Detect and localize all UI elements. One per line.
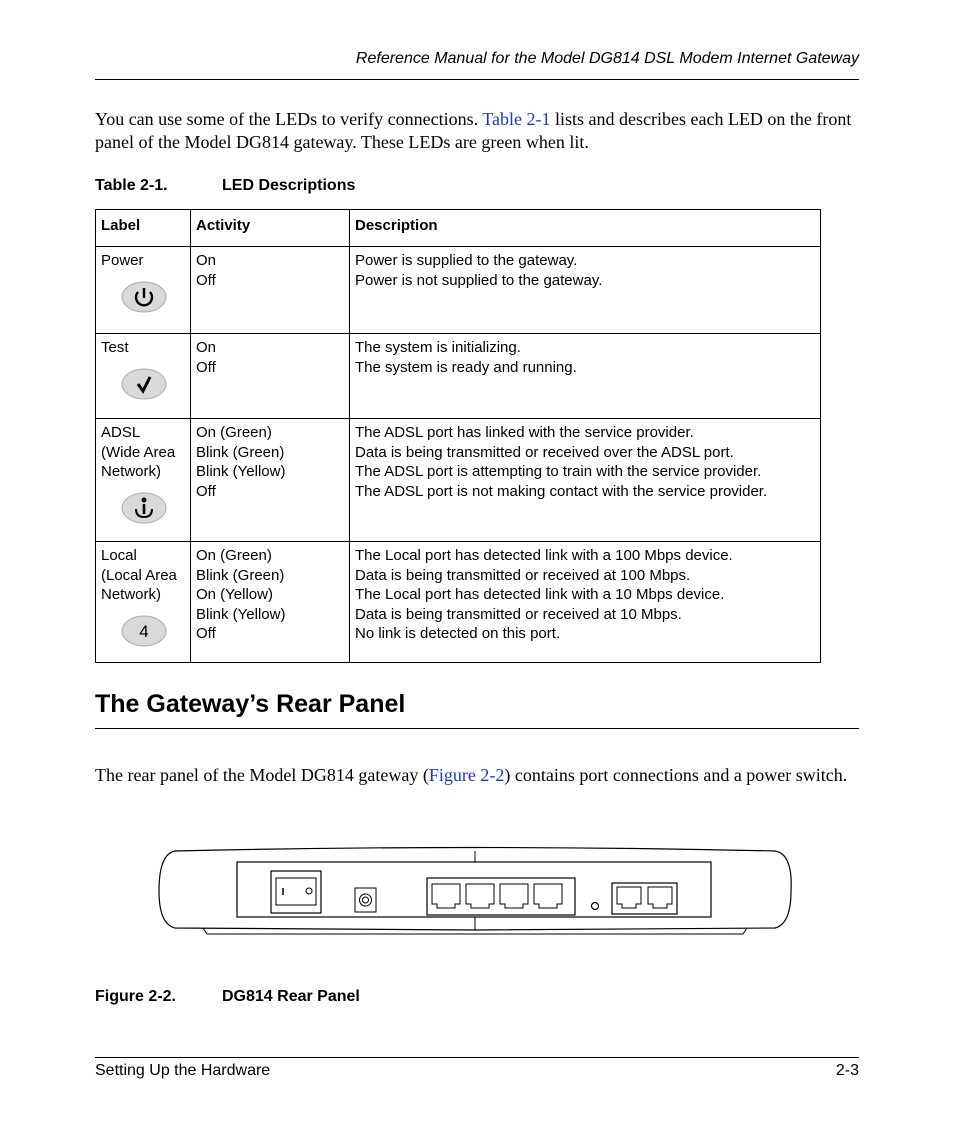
row-activity-cell (191, 247, 350, 334)
section-rule (95, 728, 859, 729)
footer-page-number: 2-3 (835, 1062, 859, 1079)
table-caption (95, 177, 355, 195)
row-description-cell (350, 334, 821, 419)
power-icon (121, 281, 167, 313)
row-label: Power (101, 252, 144, 269)
description-line: The ADSL port has linked with the service provider. (355, 424, 694, 441)
row-label-cell (96, 334, 191, 419)
row-description-cell (350, 247, 821, 334)
adsl-ports-icon (612, 883, 677, 914)
intro-paragraph (95, 108, 859, 154)
header-description: Description (350, 210, 821, 247)
description-line: The Local port has detected link with a 100 Mbps device. (355, 547, 733, 564)
table-row (96, 419, 821, 542)
row-label: Network) (101, 586, 162, 603)
rear-panel-paragraph (95, 764, 859, 787)
figure-2-2-link[interactable]: Figure 2-2 (428, 765, 505, 785)
figure-caption (95, 988, 360, 1006)
row-label: Test (101, 339, 129, 356)
description-line: Data is being transmitted or received at 100 Mbps. (355, 566, 691, 584)
led-table (95, 209, 821, 663)
activity-line: On (196, 252, 217, 269)
figure-caption-number: Figure 2-2. (95, 988, 176, 1005)
description-line: Power is not supplied to the gateway. (355, 271, 603, 289)
description-line: The ADSL port is not making contact with the service provider. (355, 482, 768, 500)
lan-ports-icon (427, 878, 575, 915)
row-activity-cell (191, 542, 350, 663)
checkmark-icon (121, 368, 167, 400)
activity-line: Blink (Green) (196, 566, 285, 584)
table-header-row (96, 210, 821, 247)
row-activity-cell (191, 334, 350, 419)
intro-text: You can use some of the LEDs to verify connections. (95, 109, 483, 129)
activity-line: On (196, 339, 217, 356)
row-label: (Local Area (101, 566, 177, 584)
row-activity-cell (191, 419, 350, 542)
activity-line: Off (196, 482, 216, 500)
row-label: Network) (101, 463, 162, 480)
row-label-cell (96, 419, 191, 542)
activity-line: Off (196, 625, 216, 642)
footer-chapter: Setting Up the Hardware (95, 1062, 271, 1079)
description-line: Data is being transmitted or received over the ADSL port. (355, 443, 734, 461)
footer-rule (95, 1057, 859, 1058)
activity-line: On (Green) (196, 547, 272, 564)
row-label-cell (96, 247, 191, 334)
rear-text: The rear panel of the Model DG814 gateway ( (95, 765, 429, 785)
row-label: ADSL (101, 424, 141, 441)
activity-line: On (Green) (196, 424, 272, 441)
activity-line: Off (196, 358, 216, 376)
activity-line: Blink (Green) (196, 443, 285, 461)
description-line: No link is detected on this port. (355, 625, 561, 642)
figure-caption-title: DG814 Rear Panel (222, 988, 360, 1005)
header-activity: Activity (191, 210, 350, 247)
running-header: Reference Manual for the Model DG814 DSL Modem Internet Gateway (355, 50, 859, 67)
header-rule (95, 79, 859, 80)
power-jack-icon (355, 888, 376, 912)
adsl-icon (121, 492, 167, 524)
row-description-cell (350, 419, 821, 542)
activity-line: On (Yellow) (196, 586, 273, 603)
row-label: Local (101, 547, 137, 564)
reset-button-icon (592, 903, 599, 910)
table-row (96, 334, 821, 419)
description-line: Data is being transmitted or received at 10 Mbps. (355, 605, 682, 623)
local-port-4-icon (121, 615, 167, 647)
intro-text-cont: lists and describes each LED on the front panel of the Model DG814 gateway. These LEDs are green when lit. (95, 109, 852, 152)
activity-line: Blink (Yellow) (196, 605, 286, 623)
table-2-1-link[interactable]: Table 2-1 (482, 109, 551, 129)
header-label: Label (96, 210, 191, 247)
table-caption-number: Table 2-1. (95, 177, 168, 194)
table-row (96, 247, 821, 334)
row-description-cell (350, 542, 821, 663)
power-switch-icon (271, 871, 321, 913)
description-line: Power is supplied to the gateway. (355, 252, 578, 269)
description-line: The system is initializing. (355, 339, 521, 356)
rear-text-cont: ) contains port connections and a power switch. (504, 765, 848, 785)
table-caption-title: LED Descriptions (222, 177, 356, 194)
description-line: The ADSL port is attempting to train with the service provider. (355, 463, 762, 480)
description-line: The Local port has detected link with a 10 Mbps device. (355, 586, 725, 603)
description-line: The system is ready and running. (355, 358, 577, 376)
activity-line: Off (196, 271, 216, 289)
rear-panel-figure (155, 846, 795, 938)
table-row (96, 542, 821, 663)
section-title: The Gateway’s Rear Panel (95, 690, 406, 718)
row-label-cell (96, 542, 191, 663)
local-port-number: 4 (139, 621, 149, 641)
row-label: (Wide Area (101, 443, 176, 461)
activity-line: Blink (Yellow) (196, 463, 286, 480)
